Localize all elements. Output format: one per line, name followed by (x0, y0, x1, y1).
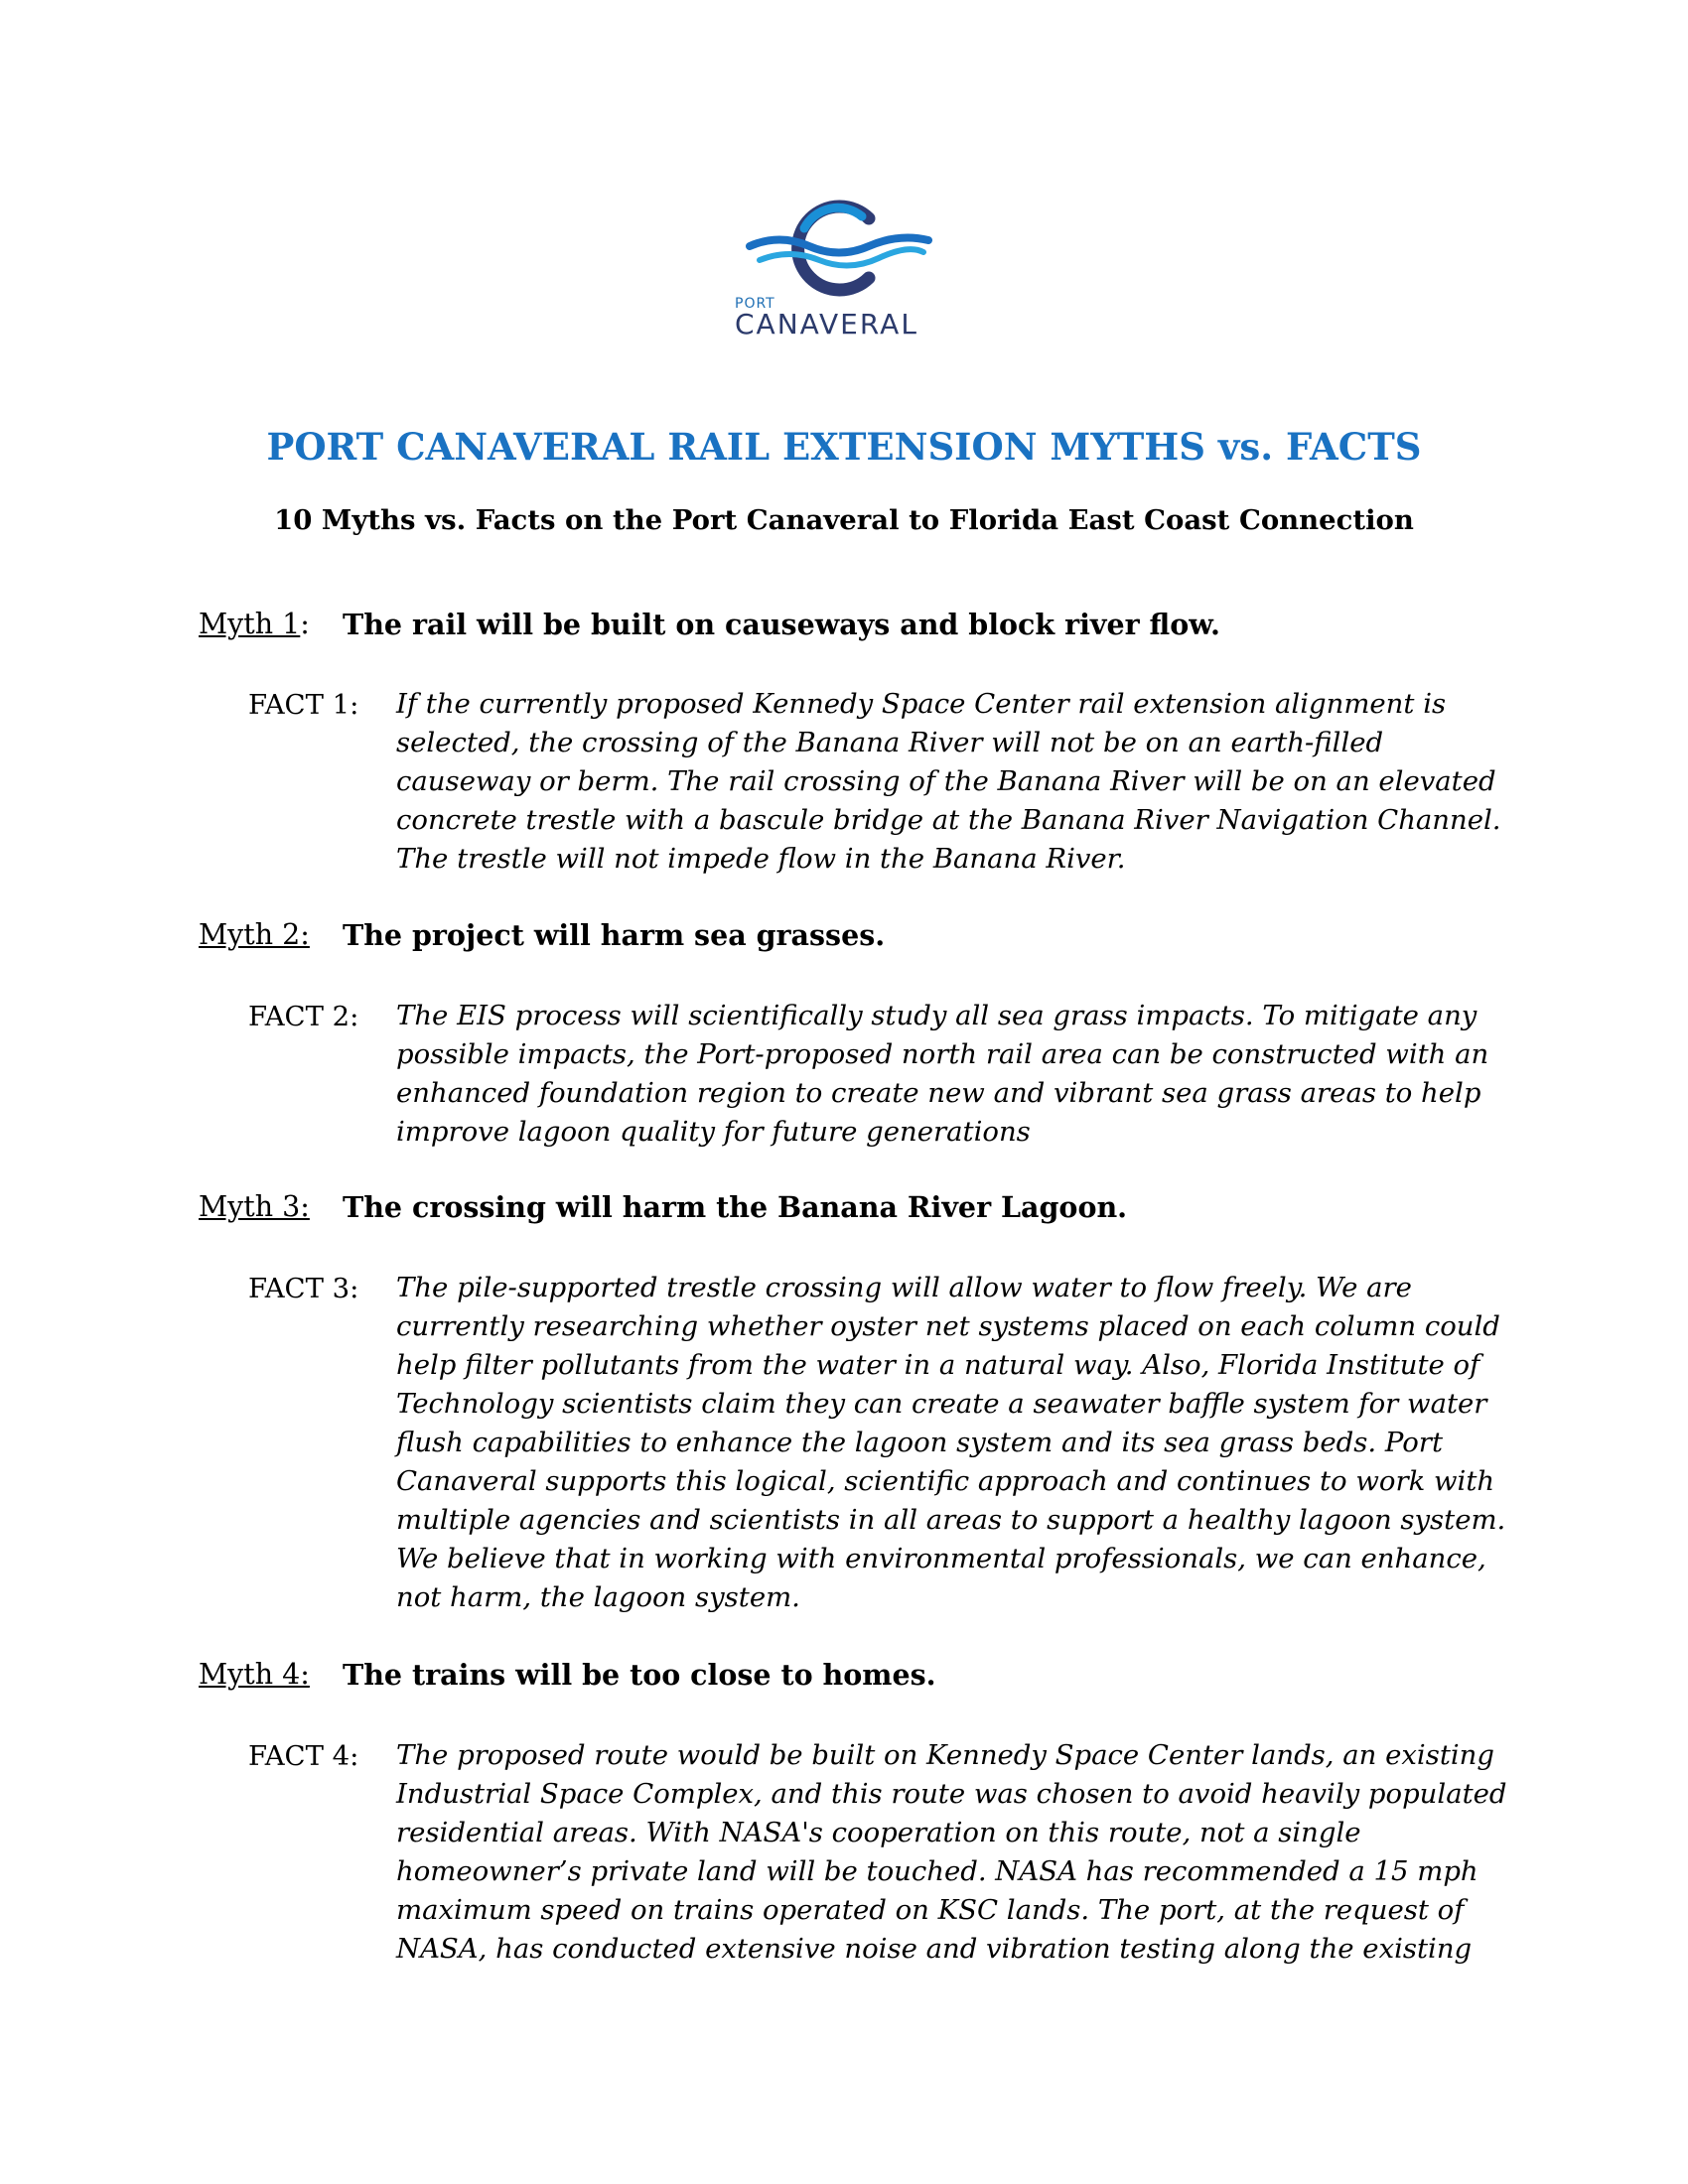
fact-line: Technology scientists claim they can create a seawater baffle system for water (396, 1388, 1487, 1420)
port-canaveral-logo (735, 189, 933, 341)
fact-line: currently researching whether oyster net systems placed on each column could (396, 1310, 1500, 1342)
fact-line: Industrial Space Complex, and this route was chosen to avoid heavily populated (396, 1778, 1507, 1810)
myth-text: The project will harm sea grasses. (343, 918, 886, 952)
page-title: PORT CANAVERAL RAIL EXTENSION MYTHS vs. FACTS (266, 425, 1422, 469)
myth-colon: : (300, 608, 310, 640)
fact-line: enhanced foundation region to create new and vibrant sea grass areas to help (396, 1077, 1481, 1109)
myth-heading (199, 1190, 1128, 1224)
fact-line: causeway or berm. The rail crossing of the Banana River will be on an elevated (396, 765, 1496, 797)
fact-line: not harm, the lagoon system. (396, 1581, 800, 1613)
fact-line: residential areas. With NASA's cooperation on this route, not a single (396, 1817, 1361, 1848)
fact-text (396, 1269, 1518, 1617)
fact-label: FACT 2: (248, 1001, 359, 1032)
fact-line: NASA, has conducted extensive noise and vibration testing along the existing (396, 1933, 1473, 1965)
fact-line: homeowner’s private land will be touched. NASA has recommended a 15 mph (396, 1855, 1478, 1887)
fact-line: selected, the crossing of the Banana River will not be on an earth-filled (396, 727, 1384, 758)
myth-heading (199, 608, 1220, 641)
myth-heading (199, 918, 886, 952)
fact-text (396, 1736, 1518, 1969)
myth-label: Myth 3: (199, 1190, 310, 1223)
fact-line: concrete trestle with a bascule bridge at the Banana River Navigation Channel. (396, 804, 1501, 836)
myth-text: The trains will be too close to homes. (343, 1658, 936, 1692)
logo-mark-icon (735, 189, 933, 298)
fact-line: Canaveral supports this logical, scientific approach and continues to work with (396, 1465, 1495, 1497)
logo-main-text: CANAVERAL (735, 308, 918, 341)
myth-text: The rail will be built on causeways and block river flow. (343, 608, 1220, 641)
myth-label: Myth 4: (199, 1658, 310, 1691)
logo-small-text: PORT (735, 296, 775, 312)
page-subtitle: 10 Myths vs. Facts on the Port Canaveral to Florida East Coast Connection (274, 504, 1414, 536)
fact-line: The pile-supported trestle crossing will allow water to flow freely. We are (396, 1272, 1412, 1303)
fact-text (396, 997, 1518, 1152)
fact-line: The proposed route would be built on Kennedy Space Center lands, an existing (396, 1739, 1494, 1771)
fact-line: possible impacts, the Port-proposed north rail area can be constructed with an (396, 1038, 1489, 1070)
fact-text (396, 685, 1518, 879)
fact-line: help filter pollutants from the water in a natural way. Also, Florida Institute of (396, 1349, 1480, 1381)
myth-text: The crossing will harm the Banana River Lagoon. (343, 1190, 1128, 1224)
myth-label: Myth 1 (199, 608, 301, 640)
myth-heading (199, 1658, 936, 1692)
myth-label: Myth 2: (199, 918, 310, 951)
fact-line: multiple agencies and scientists in all areas to support a healthy lagoon system. (396, 1504, 1506, 1536)
fact-line: The trestle will not impede flow in the Banana River. (396, 843, 1126, 875)
fact-line: If the currently proposed Kennedy Space Center rail extension alignment is (396, 688, 1447, 720)
fact-line: maximum speed on trains operated on KSC lands. The port, at the request of (396, 1894, 1465, 1926)
fact-label: FACT 4: (248, 1740, 359, 1772)
fact-line: flush capabilities to enhance the lagoon system and its sea grass beds. Port (396, 1427, 1443, 1458)
fact-label: FACT 3: (248, 1273, 359, 1304)
fact-line: The EIS process will scientifically study all sea grass impacts. To mitigate any (396, 1000, 1477, 1031)
fact-line: We believe that in working with environmental professionals, we can enhance, (396, 1543, 1486, 1574)
fact-line: improve lagoon quality for future generations (396, 1116, 1031, 1148)
fact-label: FACT 1: (248, 689, 359, 721)
